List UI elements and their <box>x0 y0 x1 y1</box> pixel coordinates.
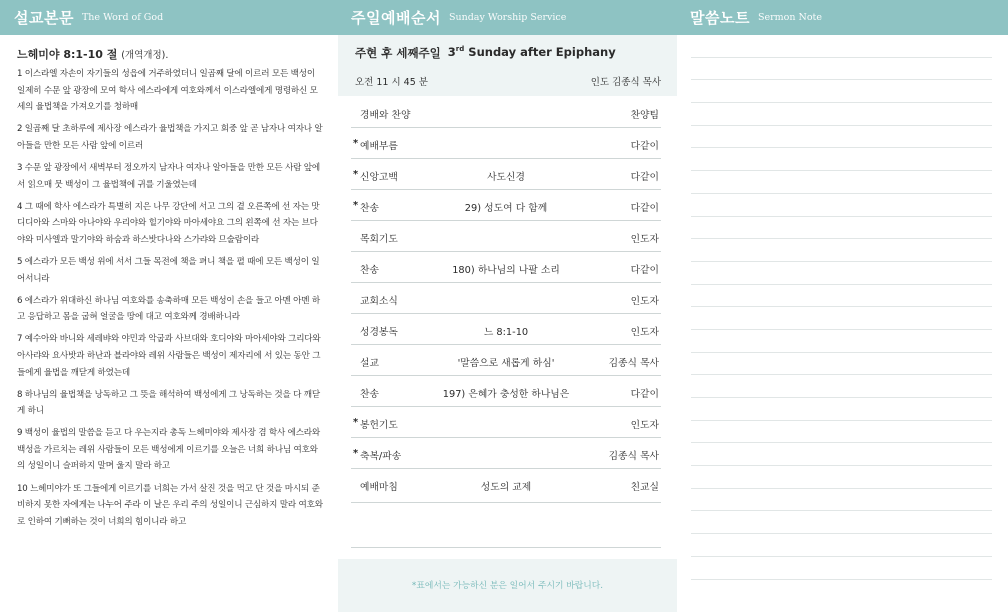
scripture-body <box>0 35 338 530</box>
note-line <box>691 126 992 149</box>
scripture-reference <box>17 46 324 62</box>
verse-text: 2 일곱째 달 초하루에 제사장 에스라가 율법책을 가지고 회중 앞 곧 남자나 여자나 알아들을 만한 모든 사람 앞에 이르러 <box>17 124 323 151</box>
order-participant: 다같이 <box>630 172 659 183</box>
order-item <box>360 107 410 121</box>
note-line <box>691 443 992 466</box>
note-header <box>677 0 1008 35</box>
scripture-header-subtitle: The Word of God <box>81 12 164 23</box>
scripture-header-title: 설교본문 <box>14 9 74 27</box>
order-item-label: 목회기도 <box>360 234 398 245</box>
standing-footnote: *표에서는 가능하신 분은 일어서 주시기 바랍니다. <box>338 559 677 612</box>
verse-text: 3 수문 앞 광장에서 새벽부터 정오까지 남자나 여자나 알아들을 만한 모든 사람 앞에서 읽으매 뭇 백성이 그 율법책에 귀를 기울였는데 <box>17 162 321 190</box>
order-row <box>351 283 661 314</box>
scripture-panel <box>0 0 338 612</box>
order-list <box>351 97 661 548</box>
verse-text: 10 느헤미야가 또 그들에게 이르기를 너희는 가서 살진 것을 먹고 단 것을 마시되 준비하지 못한 자에게는 나누어 주라 이 날은 우리 주의 성일이니 근심하지 말라 여호와로 인하여 기뻐하는 것이 너희의 힘이니라 하고 <box>17 483 323 527</box>
order-blank-row <box>351 503 661 548</box>
note-header-title: 말씀노트 <box>690 9 750 27</box>
order-item-label: 축복/파송 <box>360 451 402 462</box>
order-participant: 인도자 <box>630 234 659 245</box>
note-line <box>691 489 992 512</box>
worship-header-title: 주일예배순서 <box>351 9 441 27</box>
order-row <box>351 97 661 128</box>
note-lines[interactable] <box>691 35 992 580</box>
note-line <box>691 375 992 398</box>
order-item <box>353 448 402 462</box>
verse-text: 1 이스라엘 자손이 자기들의 성읍에 거주하였더니 일곱째 달에 이르러 모든 백성이 일제히 수문 앞 광장에 모여 학사 에스라에게 여호와께서 이스라엘에게 명령하신 모세의 율법책을 가져오기를 청하매 <box>17 69 318 113</box>
service-week <box>355 45 661 61</box>
note-line <box>691 262 992 285</box>
order-participant: 다같이 <box>630 141 659 152</box>
verse-text: 6 에스라가 위대하신 하나님 여호와를 송축하매 모든 백성이 손을 들고 아멘 아멘 하고 응답하고 몸을 굽혀 얼굴을 땅에 대고 여호와께 경배하니라 <box>17 295 321 323</box>
note-line <box>691 557 992 580</box>
order-row <box>351 190 661 221</box>
verse-list <box>17 66 324 530</box>
service-leader: 인도 김종식 목사 <box>590 77 661 88</box>
sermon-note-panel <box>677 0 1008 612</box>
order-item-label: 예배마침 <box>360 482 398 493</box>
order-participant: 김종식 목사 <box>608 358 659 369</box>
note-line <box>691 58 992 81</box>
worship-header-subtitle: Sunday Worship Service <box>448 12 567 23</box>
service-week-ko: 주현 후 세째주일 <box>355 46 441 60</box>
order-description: 197) 은혜가 충성한 하나님은 <box>442 389 570 400</box>
order-participant: 인도자 <box>630 327 659 338</box>
order-item <box>360 293 398 307</box>
note-line <box>691 239 992 262</box>
service-week-en-num: 3 <box>447 45 456 59</box>
order-item <box>360 231 398 245</box>
service-week-en <box>448 45 616 59</box>
standing-marker: * <box>353 417 359 428</box>
order-row <box>351 469 661 503</box>
verse-text: 8 하나님의 율법책을 낭독하고 그 뜻을 해석하여 백성에게 그 낭독하는 것을 다 깨닫게 하니 <box>17 389 321 417</box>
note-line <box>691 80 992 103</box>
verse-text: 9 백성이 율법의 말씀을 듣고 다 우는지라 총독 느헤미야와 제사장 겸 학사 에스라와 백성을 가르치는 레위 사람들이 모든 백성에게 이르기를 오늘은 너희 하나님 여호와의 성일이니 슬퍼하지 말며 울지 말라 하고 <box>17 428 321 472</box>
note-line <box>691 398 992 421</box>
order-item-label: 신앙고백 <box>360 172 398 183</box>
note-line <box>691 421 992 444</box>
note-header-subtitle: Sermon Note <box>757 12 822 23</box>
order-description: 성도의 교제 <box>480 482 532 493</box>
order-participant: 인도자 <box>630 420 659 431</box>
order-item-label: 성경봉독 <box>360 327 398 338</box>
note-line <box>691 217 992 240</box>
order-description: 느 8:1-10 <box>483 327 529 338</box>
order-row <box>351 314 661 345</box>
service-week-en-text: Sunday after Epiphany <box>468 45 616 59</box>
standing-marker: * <box>353 169 359 180</box>
order-row <box>351 407 661 438</box>
order-item-label: 봉헌기도 <box>360 420 398 431</box>
service-meta <box>355 74 661 88</box>
order-row <box>351 159 661 190</box>
order-item-label: 경배와 찬양 <box>360 110 411 121</box>
note-line <box>691 171 992 194</box>
standing-marker: * <box>353 200 359 211</box>
order-participant: 다같이 <box>630 203 659 214</box>
standing-marker: * <box>353 448 359 459</box>
worship-header <box>338 0 677 35</box>
worship-order-panel <box>338 0 677 612</box>
verse-text: 7 예수아와 바니와 세레뱌와 야민과 악굽과 사브대와 호디야와 마아세야와 그리다와 아사랴와 요사밧과 하난과 블라야와 레위 사람들은 백성이 제자리에 서 있는 동안 그들에게 율법을 깨닫게 하였는데 <box>17 334 321 378</box>
note-line <box>691 194 992 217</box>
order-participant: 인도자 <box>630 296 659 307</box>
order-item-label: 찬송 <box>360 203 379 214</box>
order-row <box>351 376 661 407</box>
order-row <box>351 345 661 376</box>
order-participant: 김종식 목사 <box>608 451 659 462</box>
scripture-header <box>0 0 338 35</box>
order-row <box>351 438 661 469</box>
note-line <box>691 35 992 58</box>
order-item-label: 예배부름 <box>360 141 398 152</box>
note-line <box>691 148 992 171</box>
note-line <box>691 466 992 489</box>
order-item-label: 찬송 <box>360 265 379 276</box>
service-time: 오전 11 시 45 분 <box>355 77 428 88</box>
order-row <box>351 128 661 159</box>
order-participant: 다같이 <box>630 265 659 276</box>
order-item-label: 교회소식 <box>360 296 398 307</box>
order-description: 180) 하나님의 나팔 소리 <box>452 265 560 276</box>
note-line <box>691 534 992 557</box>
order-participant: 찬양팀 <box>630 110 659 121</box>
order-item-label: 찬송 <box>360 389 379 400</box>
note-line <box>691 330 992 353</box>
order-participant: 친교실 <box>630 482 659 493</box>
service-week-en-sup: rd <box>455 45 465 54</box>
verse-text: 5 에스라가 모든 백성 위에 서서 그들 목전에 책을 펴니 책을 펼 때에 모든 백성이 일어서니라 <box>17 256 320 284</box>
note-line <box>691 511 992 534</box>
order-item <box>353 138 398 152</box>
standing-marker: * <box>353 138 359 149</box>
service-info <box>338 35 677 96</box>
note-line <box>691 353 992 376</box>
order-description: 29) 성도여 다 함께 <box>464 203 548 214</box>
order-item-label: 설교 <box>360 358 379 369</box>
verse-text: 4 그 때에 학사 에스라가 특별히 지은 나무 강단에 서고 그의 곁 오른쪽에 선 자는 맛디디아와 스마와 아나야와 우리야와 힐기야와 마아세야요 그의 왼쪽에 선 자는 브다야와 미사엘과 말기야와 하숨과 하스밧다나와 스가랴와 므술람이라 <box>17 201 320 245</box>
note-line <box>691 285 992 308</box>
order-item <box>353 417 398 431</box>
scripture-version: (개역개정). <box>121 50 169 61</box>
order-row <box>351 221 661 252</box>
order-row <box>351 252 661 283</box>
order-participant: 다같이 <box>630 389 659 400</box>
order-description: 사도신경 <box>487 172 525 183</box>
note-line <box>691 307 992 330</box>
note-line <box>691 103 992 126</box>
order-description: '말씀으로 새롭게 하심' <box>457 358 555 369</box>
scripture-ref: 느헤미야 8:1-10 절 <box>17 48 118 61</box>
